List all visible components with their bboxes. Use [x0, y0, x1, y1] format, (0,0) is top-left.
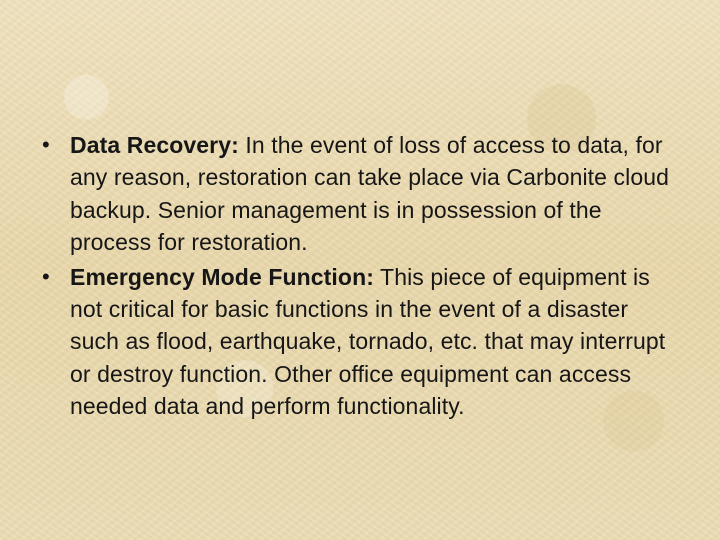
slide-content: [42, 129, 682, 425]
bullet-label-data-recovery: Data Recovery:: [70, 132, 239, 158]
bullet-text-emergency-mode-function: This piece of equipment is not critical for basic functions in the event of a disaster such as flood, earthquake, tornado, etc. that may interrupt or destroy function. Other office equipment can access needed data and perform functionality.: [70, 263, 666, 420]
bullet-label-emergency-mode-function: Emergency Mode Function:: [70, 263, 374, 290]
bullet-icon: •: [42, 132, 50, 157]
bullet-item-data-recovery: [42, 129, 682, 259]
bullet-list: [42, 129, 682, 423]
bullet-text-data-recovery: In the event of loss of access to data, for any reason, restoration can take place via Carbonite cloud backup. Senior management is in possession of the process for restoration.: [70, 132, 670, 256]
bullet-item-emergency-mode-function: [42, 261, 682, 423]
bullet-icon: •: [42, 263, 50, 289]
